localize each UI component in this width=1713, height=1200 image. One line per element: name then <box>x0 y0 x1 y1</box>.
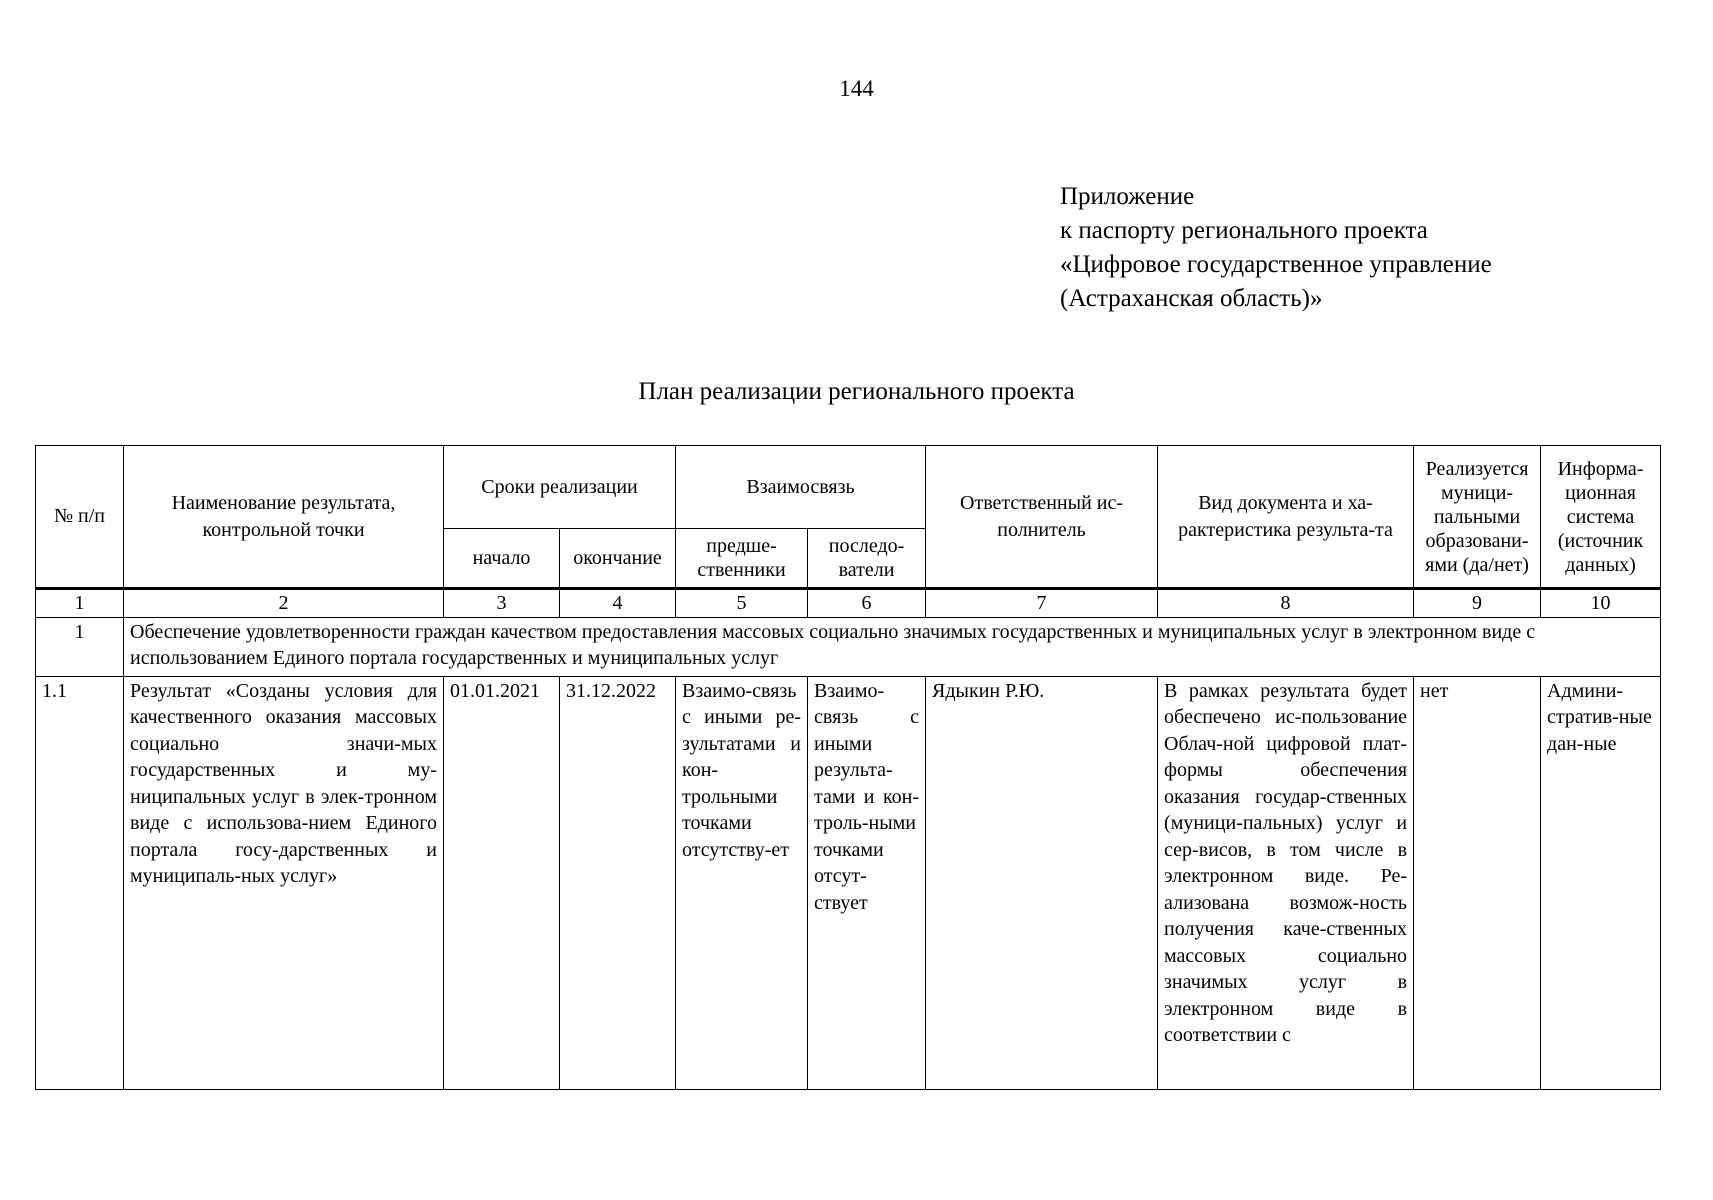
appendix-line: «Цифровое государственное управление <box>1060 251 1492 278</box>
row-municipal: нет <box>1414 676 1541 1089</box>
row-result-name: Результат «Созданы условия для качественного оказания массовых социально значи-мых государственных и му-ниципальных услуг в элек-тронном виде с использова-нием Единого портала госу-дарственных и муниципаль-ных услуг» <box>124 676 444 1089</box>
table-row <box>36 676 1661 1089</box>
header-terms: Сроки реализации <box>444 446 676 529</box>
row-start-date: 01.01.2021 <box>444 676 560 1089</box>
column-number-row <box>36 589 1661 618</box>
header-successors: последо-ватели <box>808 529 926 589</box>
row-responsible: Ядыкин Р.Ю. <box>926 676 1158 1089</box>
column-number: 6 <box>808 589 926 618</box>
appendix-block <box>1060 180 1492 316</box>
column-number: 8 <box>1158 589 1414 618</box>
section-title: Обеспечение удовлетворенности граждан качеством предоставления массовых социально значимых государственных и муниципальных услуг в электронном виде с использованием Единого портала государственных и муниципальных услуг <box>124 617 1661 676</box>
appendix-line: (Астраханская область)» <box>1060 285 1323 312</box>
header-end: окончание <box>560 529 676 589</box>
column-number: 7 <box>926 589 1158 618</box>
header-start: начало <box>444 529 560 589</box>
row-predecessors: Взаимо-связь с иными ре-зультатами и кон-трольными точками отсутству-ет <box>676 676 808 1089</box>
header-responsible: Ответственный ис-полнитель <box>926 446 1158 589</box>
header-doc-type: Вид документа и ха-рактеристика результа-та <box>1158 446 1414 589</box>
column-number: 2 <box>124 589 444 618</box>
header-num: № п/п <box>36 446 124 589</box>
column-number: 1 <box>36 589 124 618</box>
row-successors: Взаимо-связь с иными результа-тами и кон-троль-ными точками отсут-ствует <box>808 676 926 1089</box>
column-number: 9 <box>1414 589 1541 618</box>
implementation-plan-table <box>35 445 1661 1090</box>
column-number: 3 <box>444 589 560 618</box>
row-num: 1.1 <box>36 676 124 1089</box>
row-end-date: 31.12.2022 <box>560 676 676 1089</box>
column-number: 5 <box>676 589 808 618</box>
header-info-system: Информа-ционная система (источник данных) <box>1541 446 1661 589</box>
header-relation: Взаимосвязь <box>676 446 926 529</box>
section-num: 1 <box>36 617 124 676</box>
section-row <box>36 617 1661 676</box>
page-number: 144 <box>839 76 874 101</box>
plan-title: План реализации регионального проекта <box>638 378 1075 405</box>
header-name: Наименование результата, контрольной точки <box>124 446 444 589</box>
column-number: 4 <box>560 589 676 618</box>
appendix-line: к паспорту регионального проекта <box>1060 217 1428 244</box>
header-row <box>36 446 1661 529</box>
header-municipal: Реализуется муници-пальными образовани-ями (да/нет) <box>1414 446 1541 589</box>
row-info-system: Админи-стратив-ные дан-ные <box>1541 676 1661 1089</box>
header-predecessors: предше-ственники <box>676 529 808 589</box>
appendix-line: Приложение <box>1060 183 1195 210</box>
row-doc-type: В рамках результата будет обеспечено ис-пользование Облач-ной цифровой плат-формы обеспечения оказания государ-ственных (муници-пальных) услуг и сер-висов, в том числе в электронном виде. Ре-ализована возмож-ность получения каче-ственных массовых социально значимых услуг в электронном виде в соответствии с <box>1158 676 1414 1089</box>
column-number: 10 <box>1541 589 1661 618</box>
